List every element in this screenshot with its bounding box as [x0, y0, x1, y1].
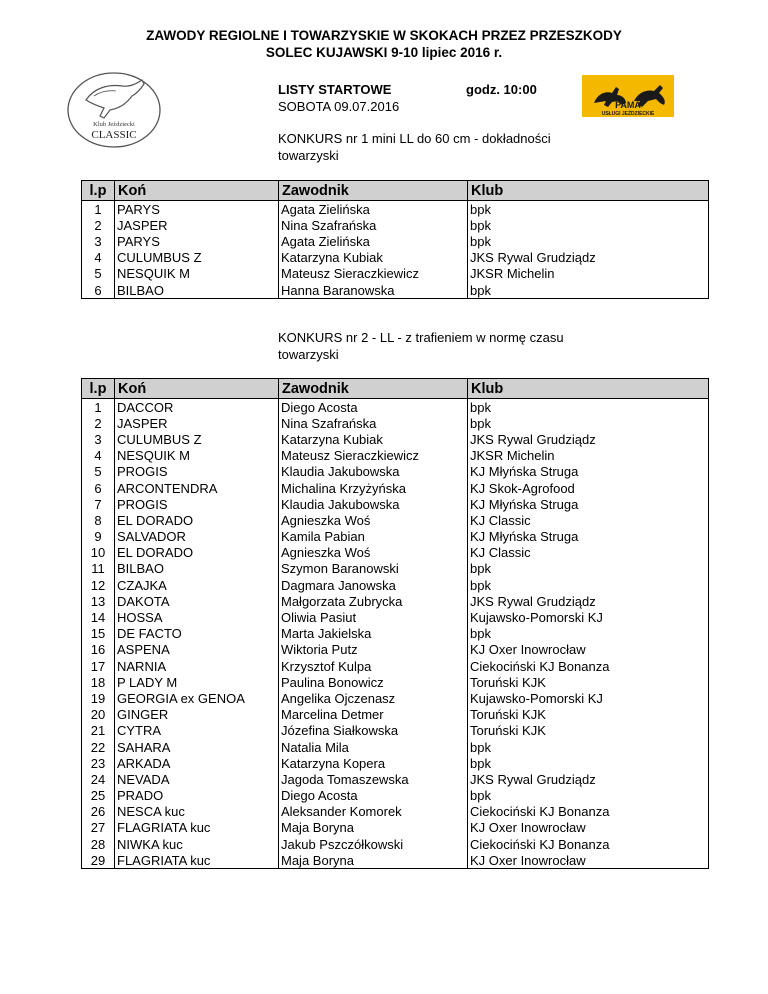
- cell-club: bpk: [468, 415, 709, 431]
- cell-horse: GINGER: [115, 707, 279, 723]
- table-row: [82, 674, 709, 690]
- cell-lp: 5: [82, 464, 115, 480]
- cell-club: KJ Młyńska Struga: [468, 464, 709, 480]
- cell-lp: 12: [82, 577, 115, 593]
- cell-lp: 13: [82, 593, 115, 609]
- cell-club: bpk: [468, 282, 709, 299]
- konkurs1-start-list: [81, 180, 709, 299]
- table-row: [82, 448, 709, 464]
- table-row: [82, 593, 709, 609]
- cell-club: JKS Rywal Grudziądz: [468, 431, 709, 447]
- cell-rider: Paulina Bonowicz: [279, 674, 468, 690]
- cell-club: Ciekociński KJ Bonanza: [468, 658, 709, 674]
- cell-club: bpk: [468, 201, 709, 218]
- cell-club: KJ Skok-Agrofood: [468, 480, 709, 496]
- cell-rider: Małgorzata Zubrycka: [279, 593, 468, 609]
- cell-rider: Angelika Ojczenasz: [279, 690, 468, 706]
- cell-rider: Józefina Siałkowska: [279, 723, 468, 739]
- listy-startowe-label: LISTY STARTOWE: [278, 82, 392, 97]
- table-row: [82, 626, 709, 642]
- cell-rider: Marcelina Detmer: [279, 707, 468, 723]
- cell-rider: Agnieszka Woś: [279, 512, 468, 528]
- cell-lp: 24: [82, 771, 115, 787]
- cell-club: KJ Classic: [468, 512, 709, 528]
- cell-horse: NESQUIK M: [115, 448, 279, 464]
- cell-rider: Oliwia Pasiut: [279, 609, 468, 625]
- start-time: godz. 10:00: [466, 82, 537, 97]
- cell-lp: 21: [82, 723, 115, 739]
- cell-rider: Szymon Baranowski: [279, 561, 468, 577]
- cell-club: bpk: [468, 561, 709, 577]
- table-row: [82, 545, 709, 561]
- cell-horse: CZAJKA: [115, 577, 279, 593]
- table-row: [82, 771, 709, 787]
- cell-horse: NESQUIK M: [115, 266, 279, 282]
- cell-horse: PROGIS: [115, 496, 279, 512]
- column-header-horse: Koń: [115, 181, 279, 201]
- cell-horse: P LADY M: [115, 674, 279, 690]
- table-row: [82, 512, 709, 528]
- cell-club: KJ Oxer Inowrocław: [468, 642, 709, 658]
- table-row: [82, 804, 709, 820]
- cell-club: KJ Młyńska Struga: [468, 496, 709, 512]
- cell-lp: 4: [82, 250, 115, 266]
- table-row: [82, 690, 709, 706]
- cell-rider: Diego Acosta: [279, 399, 468, 416]
- cell-horse: FLAGRIATA kuc: [115, 852, 279, 869]
- cell-club: Ciekociński KJ Bonanza: [468, 836, 709, 852]
- cell-horse: FLAGRIATA kuc: [115, 820, 279, 836]
- cell-lp: 27: [82, 820, 115, 836]
- table-row: [82, 415, 709, 431]
- table-row: [82, 739, 709, 755]
- cell-rider: Agnieszka Woś: [279, 545, 468, 561]
- cell-club: JKS Rywal Grudziądz: [468, 250, 709, 266]
- cell-horse: EL DORADO: [115, 512, 279, 528]
- cell-rider: Katarzyna Kubiak: [279, 431, 468, 447]
- cell-rider: Katarzyna Kopera: [279, 755, 468, 771]
- table-row: [82, 577, 709, 593]
- cell-horse: NARNIA: [115, 658, 279, 674]
- table-row: [82, 529, 709, 545]
- cell-horse: BILBAO: [115, 282, 279, 299]
- cell-horse: NEVADA: [115, 771, 279, 787]
- cell-club: bpk: [468, 626, 709, 642]
- cell-club: bpk: [468, 755, 709, 771]
- cell-horse: BILBAO: [115, 561, 279, 577]
- cell-club: JKSR Michelin: [468, 266, 709, 282]
- cell-horse: PARYS: [115, 233, 279, 249]
- cell-lp: 26: [82, 804, 115, 820]
- column-header-horse: Koń: [115, 379, 279, 399]
- logo-right-big-text: PAMA: [615, 100, 641, 110]
- konkurs2-start-list: [81, 378, 709, 869]
- cell-lp: 2: [82, 415, 115, 431]
- cell-lp: 25: [82, 788, 115, 804]
- table-row: [82, 233, 709, 249]
- cell-lp: 15: [82, 626, 115, 642]
- cell-lp: 1: [82, 201, 115, 218]
- cell-club: Kujawsko-Pomorski KJ: [468, 690, 709, 706]
- cell-rider: Mateusz Sieraczkiewicz: [279, 448, 468, 464]
- cell-horse: ARCONTENDRA: [115, 480, 279, 496]
- cell-horse: DACCOR: [115, 399, 279, 416]
- cell-rider: Wiktoria Putz: [279, 642, 468, 658]
- cell-club: bpk: [468, 399, 709, 416]
- cell-horse: JASPER: [115, 217, 279, 233]
- cell-horse: ASPENA: [115, 642, 279, 658]
- cell-rider: Aleksander Komorek: [279, 804, 468, 820]
- cell-club: bpk: [468, 577, 709, 593]
- column-header-lp: l.p: [82, 181, 115, 201]
- cell-club: Kujawsko-Pomorski KJ: [468, 609, 709, 625]
- cell-horse: ARKADA: [115, 755, 279, 771]
- cell-lp: 16: [82, 642, 115, 658]
- cell-rider: Mateusz Sieraczkiewicz: [279, 266, 468, 282]
- logo-right-small-text: USŁUGI JEŹDZIECKIE: [601, 111, 655, 117]
- table-row: [82, 723, 709, 739]
- cell-horse: SALVADOR: [115, 529, 279, 545]
- cell-rider: Maja Boryna: [279, 852, 468, 869]
- cell-horse: CULUMBUS Z: [115, 431, 279, 447]
- cell-rider: Maja Boryna: [279, 820, 468, 836]
- table-row: [82, 642, 709, 658]
- cell-lp: 3: [82, 431, 115, 447]
- club-classic-logo: [64, 70, 164, 150]
- cell-lp: 14: [82, 609, 115, 625]
- cell-club: bpk: [468, 217, 709, 233]
- document-title: ZAWODY REGIOLNE I TOWARZYSKIE W SKOKACH PRZEZ PRZESZKODY: [146, 28, 622, 43]
- cell-rider: Jakub Pszczółkowski: [279, 836, 468, 852]
- cell-lp: 8: [82, 512, 115, 528]
- cell-horse: NESCA kuc: [115, 804, 279, 820]
- table-row: [82, 217, 709, 233]
- cell-horse: DE FACTO: [115, 626, 279, 642]
- logo-left-big-text: CLASSIC: [91, 129, 137, 141]
- competition-date: SOBOTA 09.07.2016: [278, 99, 400, 114]
- cell-club: KJ Classic: [468, 545, 709, 561]
- table-row: [82, 266, 709, 282]
- pama-logo: [582, 75, 674, 117]
- cell-rider: Katarzyna Kubiak: [279, 250, 468, 266]
- cell-lp: 1: [82, 399, 115, 416]
- cell-club: JKS Rywal Grudziądz: [468, 593, 709, 609]
- cell-lp: 4: [82, 448, 115, 464]
- cell-rider: Agata Zielińska: [279, 233, 468, 249]
- cell-lp: 5: [82, 266, 115, 282]
- table-row: [82, 836, 709, 852]
- cell-horse: SAHARA: [115, 739, 279, 755]
- cell-lp: 2: [82, 217, 115, 233]
- table-row: [82, 658, 709, 674]
- cell-rider: Natalia Mila: [279, 739, 468, 755]
- cell-club: Toruński KJK: [468, 723, 709, 739]
- cell-horse: PARYS: [115, 201, 279, 218]
- column-header-lp: l.p: [82, 379, 115, 399]
- cell-lp: 28: [82, 836, 115, 852]
- cell-rider: Nina Szafrańska: [279, 415, 468, 431]
- table-row: [82, 250, 709, 266]
- cell-horse: CULUMBUS Z: [115, 250, 279, 266]
- cell-club: Toruński KJK: [468, 707, 709, 723]
- cell-horse: PRADO: [115, 788, 279, 804]
- table-row: [82, 755, 709, 771]
- table-row: [82, 561, 709, 577]
- cell-club: Ciekociński KJ Bonanza: [468, 804, 709, 820]
- cell-rider: Krzysztof Kulpa: [279, 658, 468, 674]
- table-row: [82, 852, 709, 869]
- cell-club: Toruński KJK: [468, 674, 709, 690]
- cell-horse: PROGIS: [115, 464, 279, 480]
- column-header-club: Klub: [468, 181, 709, 201]
- cell-lp: 29: [82, 852, 115, 869]
- cell-lp: 9: [82, 529, 115, 545]
- cell-lp: 11: [82, 561, 115, 577]
- cell-club: KJ Młyńska Struga: [468, 529, 709, 545]
- cell-lp: 18: [82, 674, 115, 690]
- cell-rider: Marta Jakielska: [279, 626, 468, 642]
- cell-club: JKSR Michelin: [468, 448, 709, 464]
- cell-rider: Kamila Pabian: [279, 529, 468, 545]
- table-row: [82, 820, 709, 836]
- cell-club: KJ Oxer Inowrocław: [468, 852, 709, 869]
- table-row: [82, 464, 709, 480]
- konkurs1-title: KONKURS nr 1 mini LL do 60 cm - dokładności: [278, 131, 551, 146]
- table-row: [82, 609, 709, 625]
- cell-lp: 7: [82, 496, 115, 512]
- cell-lp: 22: [82, 739, 115, 755]
- cell-club: bpk: [468, 739, 709, 755]
- column-header-rider: Zawodnik: [279, 181, 468, 201]
- cell-lp: 6: [82, 282, 115, 299]
- table-row: [82, 707, 709, 723]
- cell-horse: GEORGIA ex GENOA: [115, 690, 279, 706]
- column-header-club: Klub: [468, 379, 709, 399]
- konkurs1-type: towarzyski: [278, 148, 339, 163]
- cell-rider: Hanna Baranowska: [279, 282, 468, 299]
- table-row: [82, 201, 709, 218]
- table-row: [82, 399, 709, 416]
- cell-horse: HOSSA: [115, 609, 279, 625]
- cell-rider: Agata Zielińska: [279, 201, 468, 218]
- cell-rider: Klaudia Jakubowska: [279, 464, 468, 480]
- cell-lp: 3: [82, 233, 115, 249]
- cell-rider: Nina Szafrańska: [279, 217, 468, 233]
- konkurs2-type: towarzyski: [278, 347, 339, 362]
- document-subtitle: SOLEC KUJAWSKI 9-10 lipiec 2016 r.: [265, 45, 503, 60]
- table-row: [82, 480, 709, 496]
- cell-horse: EL DORADO: [115, 545, 279, 561]
- cell-club: bpk: [468, 788, 709, 804]
- cell-rider: Klaudia Jakubowska: [279, 496, 468, 512]
- table-row: [82, 431, 709, 447]
- cell-club: KJ Oxer Inowrocław: [468, 820, 709, 836]
- cell-club: bpk: [468, 233, 709, 249]
- cell-rider: Jagoda Tomaszewska: [279, 771, 468, 787]
- table-row: [82, 496, 709, 512]
- cell-horse: DAKOTA: [115, 593, 279, 609]
- cell-lp: 19: [82, 690, 115, 706]
- cell-lp: 23: [82, 755, 115, 771]
- column-header-rider: Zawodnik: [279, 379, 468, 399]
- table-row: [82, 282, 709, 299]
- konkurs2-title: KONKURS nr 2 - LL - z trafieniem w normę czasu: [278, 330, 564, 345]
- table-header-row: [82, 181, 709, 201]
- cell-horse: CYTRA: [115, 723, 279, 739]
- logo-left-small-text: Klub Jeździecki: [93, 121, 135, 128]
- horse-icon: [86, 80, 144, 118]
- cell-club: JKS Rywal Grudziądz: [468, 771, 709, 787]
- cell-rider: Diego Acosta: [279, 788, 468, 804]
- cell-lp: 17: [82, 658, 115, 674]
- table-header-row: [82, 379, 709, 399]
- cell-horse: JASPER: [115, 415, 279, 431]
- cell-rider: Michalina Krzyżyńska: [279, 480, 468, 496]
- cell-lp: 6: [82, 480, 115, 496]
- cell-lp: 10: [82, 545, 115, 561]
- cell-horse: NIWKA kuc: [115, 836, 279, 852]
- cell-lp: 20: [82, 707, 115, 723]
- cell-rider: Dagmara Janowska: [279, 577, 468, 593]
- table-row: [82, 788, 709, 804]
